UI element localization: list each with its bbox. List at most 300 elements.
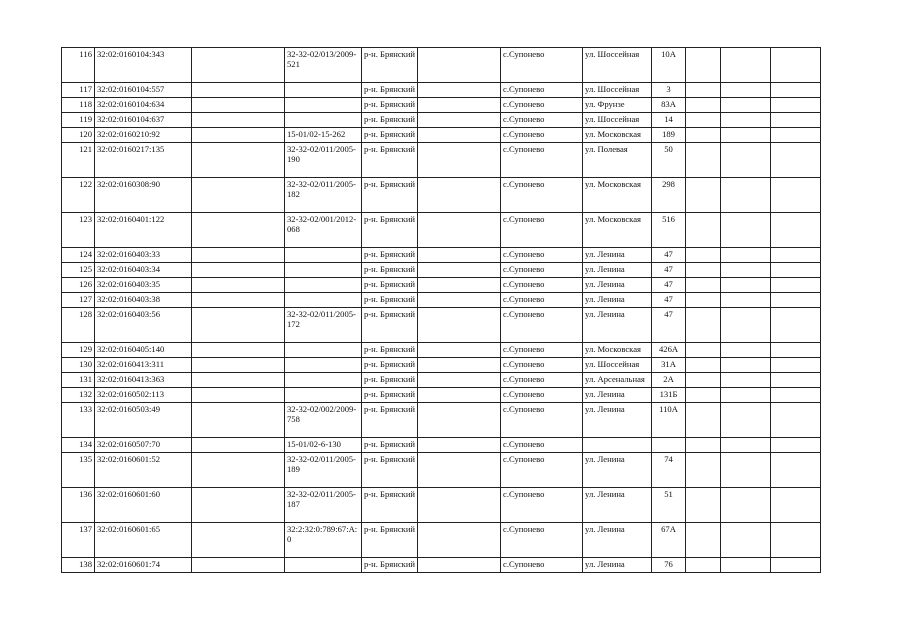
registration-number-cell — [285, 278, 362, 293]
registration-number-cell: 32-32-02/011/2005-190 — [285, 143, 362, 178]
empty-cell — [721, 278, 771, 293]
empty-cell — [771, 83, 821, 98]
district-cell: р-н. Брянский — [362, 213, 418, 248]
registration-number-cell: 32-32-02/011/2005-187 — [285, 488, 362, 523]
empty-cell — [686, 293, 721, 308]
empty-cell — [418, 558, 501, 573]
street-cell: ул. Шоссейная — [583, 83, 652, 98]
settlement-cell: с.Супонево — [501, 293, 583, 308]
settlement-cell: с.Супонево — [501, 403, 583, 438]
cadastral-number-cell: 32:02:0160601:65 — [95, 523, 192, 558]
street-cell: ул. Ленина — [583, 523, 652, 558]
settlement-cell: с.Супонево — [501, 48, 583, 83]
row-number-cell: 137 — [62, 523, 95, 558]
registration-number-cell: 32-32-02/011/2005-182 — [285, 178, 362, 213]
empty-cell — [721, 128, 771, 143]
cadastral-number-cell: 32:02:0160401:122 — [95, 213, 192, 248]
house-number-cell — [652, 438, 686, 453]
registration-number-cell: 32-32-02/001/2012-068 — [285, 213, 362, 248]
empty-cell — [686, 178, 721, 213]
empty-cell — [686, 403, 721, 438]
house-number-cell: 516 — [652, 213, 686, 248]
table-row — [62, 453, 821, 488]
settlement-cell: с.Супонево — [501, 523, 583, 558]
settlement-cell: с.Супонево — [501, 178, 583, 213]
empty-cell — [418, 128, 501, 143]
cadastral-number-cell: 32:02:0160104:634 — [95, 98, 192, 113]
empty-cell — [686, 263, 721, 278]
empty-cell — [771, 343, 821, 358]
district-cell: р-н. Брянский — [362, 358, 418, 373]
empty-cell — [686, 373, 721, 388]
empty-cell — [686, 248, 721, 263]
empty-cell — [686, 558, 721, 573]
empty-cell — [192, 453, 285, 488]
row-number-cell: 117 — [62, 83, 95, 98]
house-number-cell: 47 — [652, 308, 686, 343]
house-number-cell: 426А — [652, 343, 686, 358]
cadastral-number-cell: 32:02:0160403:33 — [95, 248, 192, 263]
cadastral-number-cell: 32:02:0160104:343 — [95, 48, 192, 83]
empty-cell — [418, 178, 501, 213]
empty-cell — [771, 128, 821, 143]
settlement-cell: с.Супонево — [501, 558, 583, 573]
table-row — [62, 373, 821, 388]
registration-number-cell — [285, 358, 362, 373]
house-number-cell: 83А — [652, 98, 686, 113]
empty-cell — [192, 83, 285, 98]
registration-number-cell: 15-01/02-15-262 — [285, 128, 362, 143]
empty-cell — [418, 358, 501, 373]
registry-body — [62, 48, 821, 573]
street-cell: ул. Ленина — [583, 558, 652, 573]
street-cell: ул. Ленина — [583, 263, 652, 278]
table-row — [62, 388, 821, 403]
cadastral-number-cell: 32:02:0160507:70 — [95, 438, 192, 453]
empty-cell — [721, 438, 771, 453]
settlement-cell: с.Супонево — [501, 453, 583, 488]
registration-number-cell — [285, 343, 362, 358]
empty-cell — [771, 178, 821, 213]
settlement-cell: с.Супонево — [501, 213, 583, 248]
empty-cell — [192, 213, 285, 248]
empty-cell — [771, 488, 821, 523]
street-cell: ул. Шоссейная — [583, 113, 652, 128]
district-cell: р-н. Брянский — [362, 113, 418, 128]
table-row — [62, 343, 821, 358]
empty-cell — [771, 98, 821, 113]
empty-cell — [721, 213, 771, 248]
empty-cell — [192, 98, 285, 113]
row-number-cell: 120 — [62, 128, 95, 143]
empty-cell — [721, 48, 771, 83]
table-row — [62, 488, 821, 523]
street-cell: ул. Ленина — [583, 293, 652, 308]
street-cell: ул. Ленина — [583, 308, 652, 343]
registration-number-cell — [285, 388, 362, 403]
house-number-cell: 110А — [652, 403, 686, 438]
empty-cell — [418, 343, 501, 358]
empty-cell — [418, 373, 501, 388]
house-number-cell: 14 — [652, 113, 686, 128]
empty-cell — [418, 113, 501, 128]
cadastral-number-cell: 32:02:0160210:92 — [95, 128, 192, 143]
empty-cell — [721, 343, 771, 358]
cadastral-number-cell: 32:02:0160403:34 — [95, 263, 192, 278]
empty-cell — [721, 523, 771, 558]
registration-number-cell — [285, 248, 362, 263]
row-number-cell: 125 — [62, 263, 95, 278]
row-number-cell: 116 — [62, 48, 95, 83]
empty-cell — [771, 293, 821, 308]
table-row — [62, 358, 821, 373]
empty-cell — [192, 388, 285, 403]
empty-cell — [686, 388, 721, 403]
empty-cell — [686, 213, 721, 248]
empty-cell — [418, 488, 501, 523]
settlement-cell: с.Супонево — [501, 343, 583, 358]
row-number-cell: 122 — [62, 178, 95, 213]
empty-cell — [721, 403, 771, 438]
empty-cell — [418, 438, 501, 453]
empty-cell — [192, 143, 285, 178]
table-row — [62, 113, 821, 128]
empty-cell — [721, 373, 771, 388]
registry-sheet — [61, 47, 821, 573]
empty-cell — [771, 373, 821, 388]
district-cell: р-н. Брянский — [362, 438, 418, 453]
table-row — [62, 438, 821, 453]
row-number-cell: 131 — [62, 373, 95, 388]
registration-number-cell — [285, 373, 362, 388]
house-number-cell: 298 — [652, 178, 686, 213]
house-number-cell: 10А — [652, 48, 686, 83]
street-cell: ул. Ленина — [583, 248, 652, 263]
registration-number-cell — [285, 113, 362, 128]
empty-cell — [686, 358, 721, 373]
street-cell: ул. Московская — [583, 128, 652, 143]
empty-cell — [721, 83, 771, 98]
table-row — [62, 178, 821, 213]
cadastral-number-cell: 32:02:0160104:557 — [95, 83, 192, 98]
empty-cell — [418, 523, 501, 558]
empty-cell — [192, 293, 285, 308]
settlement-cell: с.Супонево — [501, 128, 583, 143]
empty-cell — [192, 308, 285, 343]
cadastral-number-cell: 32:02:0160104:637 — [95, 113, 192, 128]
row-number-cell: 128 — [62, 308, 95, 343]
cadastral-number-cell: 32:02:0160405:140 — [95, 343, 192, 358]
row-number-cell: 127 — [62, 293, 95, 308]
row-number-cell: 132 — [62, 388, 95, 403]
empty-cell — [418, 278, 501, 293]
street-cell: ул. Ленина — [583, 388, 652, 403]
registration-number-cell: 32-32-02/002/2009-758 — [285, 403, 362, 438]
empty-cell — [721, 293, 771, 308]
street-cell: ул. Московская — [583, 178, 652, 213]
row-number-cell: 129 — [62, 343, 95, 358]
table-row — [62, 83, 821, 98]
empty-cell — [418, 143, 501, 178]
empty-cell — [771, 453, 821, 488]
registration-number-cell: 15-01/02-6-130 — [285, 438, 362, 453]
registration-number-cell: 32-32-02/011/2005-172 — [285, 308, 362, 343]
house-number-cell: 31А — [652, 358, 686, 373]
empty-cell — [418, 293, 501, 308]
district-cell: р-н. Брянский — [362, 143, 418, 178]
district-cell: р-н. Брянский — [362, 558, 418, 573]
empty-cell — [192, 248, 285, 263]
empty-cell — [771, 48, 821, 83]
empty-cell — [418, 83, 501, 98]
empty-cell — [721, 388, 771, 403]
row-number-cell: 135 — [62, 453, 95, 488]
street-cell: ул. Московская — [583, 343, 652, 358]
table-row — [62, 143, 821, 178]
table-row — [62, 558, 821, 573]
empty-cell — [686, 48, 721, 83]
table-row — [62, 308, 821, 343]
table-row — [62, 263, 821, 278]
table-row — [62, 248, 821, 263]
empty-cell — [771, 403, 821, 438]
empty-cell — [418, 308, 501, 343]
cadastral-number-cell: 32:02:0160601:74 — [95, 558, 192, 573]
settlement-cell: с.Супонево — [501, 388, 583, 403]
house-number-cell: 50 — [652, 143, 686, 178]
settlement-cell: с.Супонево — [501, 248, 583, 263]
empty-cell — [771, 308, 821, 343]
empty-cell — [192, 48, 285, 83]
street-cell: ул. Ленина — [583, 488, 652, 523]
district-cell: р-н. Брянский — [362, 128, 418, 143]
empty-cell — [721, 143, 771, 178]
empty-cell — [418, 248, 501, 263]
cadastral-number-cell: 32:02:0160502:113 — [95, 388, 192, 403]
registration-number-cell — [285, 98, 362, 113]
district-cell: р-н. Брянский — [362, 453, 418, 488]
empty-cell — [686, 278, 721, 293]
cadastral-number-cell: 32:02:0160413:311 — [95, 358, 192, 373]
settlement-cell: с.Супонево — [501, 278, 583, 293]
settlement-cell: с.Супонево — [501, 373, 583, 388]
house-number-cell: 47 — [652, 263, 686, 278]
empty-cell — [192, 438, 285, 453]
house-number-cell: 47 — [652, 293, 686, 308]
table-row — [62, 48, 821, 83]
empty-cell — [721, 558, 771, 573]
settlement-cell: с.Супонево — [501, 488, 583, 523]
empty-cell — [771, 278, 821, 293]
street-cell: ул. Ленина — [583, 453, 652, 488]
table-row — [62, 523, 821, 558]
empty-cell — [192, 488, 285, 523]
street-cell — [583, 438, 652, 453]
row-number-cell: 136 — [62, 488, 95, 523]
district-cell: р-н. Брянский — [362, 403, 418, 438]
row-number-cell: 123 — [62, 213, 95, 248]
empty-cell — [418, 213, 501, 248]
empty-cell — [771, 358, 821, 373]
district-cell: р-н. Брянский — [362, 83, 418, 98]
row-number-cell: 130 — [62, 358, 95, 373]
street-cell: ул. Ленина — [583, 278, 652, 293]
registration-number-cell — [285, 558, 362, 573]
empty-cell — [771, 143, 821, 178]
empty-cell — [418, 263, 501, 278]
table-row — [62, 98, 821, 113]
district-cell: р-н. Брянский — [362, 98, 418, 113]
cadastral-number-cell: 32:02:0160601:52 — [95, 453, 192, 488]
cadastral-number-cell: 32:02:0160308:90 — [95, 178, 192, 213]
table-row — [62, 128, 821, 143]
empty-cell — [771, 213, 821, 248]
house-number-cell: 76 — [652, 558, 686, 573]
house-number-cell: 2А — [652, 373, 686, 388]
district-cell: р-н. Брянский — [362, 308, 418, 343]
empty-cell — [418, 48, 501, 83]
empty-cell — [721, 453, 771, 488]
settlement-cell: с.Супонево — [501, 143, 583, 178]
empty-cell — [686, 343, 721, 358]
cadastral-number-cell: 32:02:0160413:363 — [95, 373, 192, 388]
row-number-cell: 121 — [62, 143, 95, 178]
empty-cell — [686, 438, 721, 453]
registration-number-cell: 32:2:32:0:789:67:А:0 — [285, 523, 362, 558]
street-cell: ул. Полевая — [583, 143, 652, 178]
registry-table — [61, 47, 821, 573]
house-number-cell: 51 — [652, 488, 686, 523]
street-cell: ул. Ленина — [583, 403, 652, 438]
row-number-cell: 138 — [62, 558, 95, 573]
empty-cell — [721, 178, 771, 213]
settlement-cell: с.Супонево — [501, 308, 583, 343]
district-cell: р-н. Брянский — [362, 488, 418, 523]
registration-number-cell: 32-32-02/013/2009-521 — [285, 48, 362, 83]
district-cell: р-н. Брянский — [362, 178, 418, 213]
table-row — [62, 293, 821, 308]
empty-cell — [686, 523, 721, 558]
empty-cell — [418, 98, 501, 113]
empty-cell — [771, 263, 821, 278]
house-number-cell: 131Б — [652, 388, 686, 403]
empty-cell — [418, 453, 501, 488]
row-number-cell: 124 — [62, 248, 95, 263]
empty-cell — [771, 388, 821, 403]
cadastral-number-cell: 32:02:0160601:60 — [95, 488, 192, 523]
settlement-cell: с.Супонево — [501, 263, 583, 278]
district-cell: р-н. Брянский — [362, 293, 418, 308]
settlement-cell: с.Супонево — [501, 98, 583, 113]
empty-cell — [686, 113, 721, 128]
district-cell: р-н. Брянский — [362, 388, 418, 403]
row-number-cell: 118 — [62, 98, 95, 113]
house-number-cell: 189 — [652, 128, 686, 143]
empty-cell — [721, 358, 771, 373]
registration-number-cell: 32-32-02/011/2005-189 — [285, 453, 362, 488]
district-cell: р-н. Брянский — [362, 343, 418, 358]
empty-cell — [192, 403, 285, 438]
district-cell: р-н. Брянский — [362, 523, 418, 558]
empty-cell — [192, 128, 285, 143]
empty-cell — [192, 373, 285, 388]
district-cell: р-н. Брянский — [362, 373, 418, 388]
district-cell: р-н. Брянский — [362, 278, 418, 293]
house-number-cell: 3 — [652, 83, 686, 98]
cadastral-number-cell: 32:02:0160217:135 — [95, 143, 192, 178]
row-number-cell: 133 — [62, 403, 95, 438]
house-number-cell: 47 — [652, 278, 686, 293]
empty-cell — [721, 488, 771, 523]
empty-cell — [771, 523, 821, 558]
empty-cell — [418, 388, 501, 403]
empty-cell — [686, 453, 721, 488]
empty-cell — [686, 308, 721, 343]
table-row — [62, 403, 821, 438]
empty-cell — [686, 128, 721, 143]
empty-cell — [686, 83, 721, 98]
empty-cell — [192, 278, 285, 293]
row-number-cell: 126 — [62, 278, 95, 293]
registration-number-cell — [285, 263, 362, 278]
house-number-cell: 74 — [652, 453, 686, 488]
empty-cell — [192, 558, 285, 573]
empty-cell — [721, 308, 771, 343]
cadastral-number-cell: 32:02:0160403:56 — [95, 308, 192, 343]
empty-cell — [686, 488, 721, 523]
settlement-cell: с.Супонево — [501, 83, 583, 98]
street-cell: ул. Шоссейная — [583, 358, 652, 373]
empty-cell — [192, 523, 285, 558]
empty-cell — [686, 143, 721, 178]
street-cell: ул. Шоссейная — [583, 48, 652, 83]
registration-number-cell — [285, 83, 362, 98]
cadastral-number-cell: 32:02:0160403:38 — [95, 293, 192, 308]
settlement-cell: с.Супонево — [501, 113, 583, 128]
empty-cell — [192, 178, 285, 213]
table-row — [62, 278, 821, 293]
empty-cell — [686, 98, 721, 113]
district-cell: р-н. Брянский — [362, 263, 418, 278]
empty-cell — [721, 263, 771, 278]
street-cell: ул. Московская — [583, 213, 652, 248]
empty-cell — [771, 558, 821, 573]
empty-cell — [771, 438, 821, 453]
empty-cell — [192, 113, 285, 128]
table-row — [62, 213, 821, 248]
district-cell: р-н. Брянский — [362, 48, 418, 83]
empty-cell — [721, 98, 771, 113]
empty-cell — [721, 113, 771, 128]
empty-cell — [192, 358, 285, 373]
street-cell: ул. Фрунзе — [583, 98, 652, 113]
house-number-cell: 47 — [652, 248, 686, 263]
house-number-cell: 67А — [652, 523, 686, 558]
cadastral-number-cell: 32:02:0160403:35 — [95, 278, 192, 293]
settlement-cell: с.Супонево — [501, 358, 583, 373]
row-number-cell: 134 — [62, 438, 95, 453]
empty-cell — [418, 403, 501, 438]
empty-cell — [771, 113, 821, 128]
empty-cell — [192, 263, 285, 278]
cadastral-number-cell: 32:02:0160503:49 — [95, 403, 192, 438]
street-cell: ул. Арсенальная — [583, 373, 652, 388]
row-number-cell: 119 — [62, 113, 95, 128]
empty-cell — [192, 343, 285, 358]
district-cell: р-н. Брянский — [362, 248, 418, 263]
empty-cell — [721, 248, 771, 263]
empty-cell — [771, 248, 821, 263]
